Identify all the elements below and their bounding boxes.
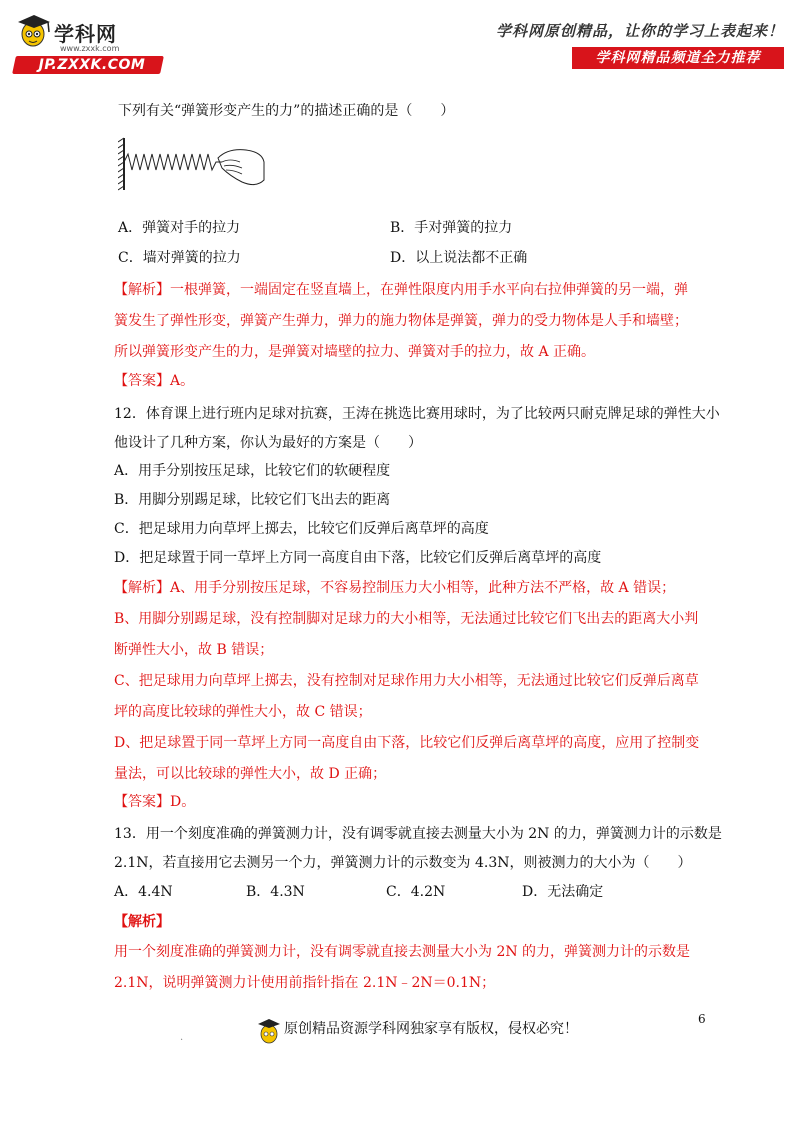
logo-text: 学科网 — [54, 22, 117, 46]
q11-analysis-line: 簧发生了弹性形变，弹簧产生弹力，弹力的施力物体是弹簧，弹力的受力物体是人手和墙壁； — [114, 313, 688, 329]
q13-analysis-label: 【解析】 — [114, 914, 170, 930]
q13-analysis-line: 用一个刻度准确的弹簧测力计，没有调零就直接去测量大小为 2N 的力，弹簧测力计的示数是 — [114, 944, 691, 960]
q13-option-c: C．4.2N — [386, 884, 446, 900]
q12-option-d: D．把足球置于同一草坪上方同一高度自由下落，比较它们反弹后离草坪的高度 — [114, 550, 602, 566]
q11-option-c: C．墙对弹簧的拉力 — [118, 250, 241, 266]
channel-text: 学科网精品频道全力推荐 — [595, 50, 761, 66]
q12-analysis-line: 断弹性大小，故 B 错误； — [114, 642, 274, 658]
q13-analysis-line: 2.1N，说明弹簧测力计使用前指针指在 2.1N﹣2N＝0.1N； — [114, 975, 496, 991]
q12-stem-line: 12．体育课上进行班内足球对抗赛，王涛在挑选比赛用球时，为了比较两只耐克牌足球的弹性大小 — [114, 406, 720, 422]
logo-domain: JP.ZXXK.COM — [38, 57, 146, 73]
q12-analysis-line: D、把足球置于同一草坪上方同一高度自由下落，比较它们反弹后离草坪的高度，应用了控制变 — [114, 735, 700, 751]
q13-option-a: A．4.4N — [114, 884, 173, 900]
q13-option-b: B．4.3N — [246, 884, 305, 900]
q12-analysis-line: 量法，可以比较球的弹性大小，故 D 正确； — [114, 766, 387, 782]
q11-stem: 下列有关“弹簧形变产生的力”的描述正确的是（ ） — [118, 103, 455, 119]
site-logo[interactable] — [14, 12, 164, 74]
q12-analysis-line: 坪的高度比较球的弹性大小，故 C 错误； — [114, 704, 372, 720]
footer-copyright — [258, 1018, 578, 1038]
q11-analysis-line: 【解析】一根弹簧，一端固定在竖直墙上，在弹性限度内用手水平向右拉伸弹簧的另一端，弹 — [114, 282, 688, 298]
q12-option-c: C．把足球用力向草坪上掷去，比较它们反弹后离草坪的高度 — [114, 521, 489, 537]
q13-option-d: D．无法确定 — [522, 884, 604, 900]
page-number: 6 — [698, 1012, 706, 1026]
q12-answer: 【答案】D。 — [114, 794, 196, 810]
q12-analysis-line: C、把足球用力向草坪上掷去，没有控制对足球作用力大小相等，无法通过比较它们反弹后离草 — [114, 673, 699, 689]
spring-figure — [118, 136, 268, 196]
mascot-icon — [16, 12, 54, 52]
q12-stem-line: 他设计了几种方案，你认为最好的方案是（ ） — [114, 435, 422, 451]
q12-analysis-line: 【解析】A、用手分别按压足球，不容易控制压力大小相等，此种方法不严格，故 A 错误； — [114, 580, 676, 596]
q11-option-d: D．以上说法都不正确 — [390, 250, 528, 266]
q13-stem-line: 13．用一个刻度准确的弹簧测力计，没有调零就直接去测量大小为 2N 的力，弹簧测力计的示数是 — [114, 826, 722, 842]
q11-analysis-line: 所以弹簧形变产生的力，是弹簧对墙壁的拉力、弹簧对手的拉力，故 A 正确。 — [114, 344, 596, 360]
channel-banner — [572, 47, 784, 69]
q11-option-b: B．手对弹簧的拉力 — [390, 220, 513, 236]
logo-small-url: www.zxxk.com — [60, 44, 120, 53]
footer-dot: . — [180, 1032, 184, 1043]
q12-option-b: B．用脚分别踢足球，比较它们飞出去的距离 — [114, 492, 391, 508]
header-slogan: 学科网原创精品，让你的学习上表起来！ — [495, 22, 784, 40]
footer-copyright-text: 原创精品资源学科网独家享有版权，侵权必究！ — [284, 1021, 578, 1037]
q11-option-a: A．弹簧对手的拉力 — [118, 220, 241, 236]
q11-answer: 【答案】A。 — [114, 373, 195, 389]
q12-option-a: A．用手分别按压足球，比较它们的软硬程度 — [114, 463, 391, 479]
q12-analysis-line: B、用脚分别踢足球，没有控制脚对足球力的大小相等，无法通过比较它们飞出去的距离大小判 — [114, 611, 699, 627]
q13-stem-line: 2.1N，若直接用它去测另一个力，弹簧测力计的示数变为 4.3N，则被测力的大小为（ ） — [114, 855, 692, 871]
